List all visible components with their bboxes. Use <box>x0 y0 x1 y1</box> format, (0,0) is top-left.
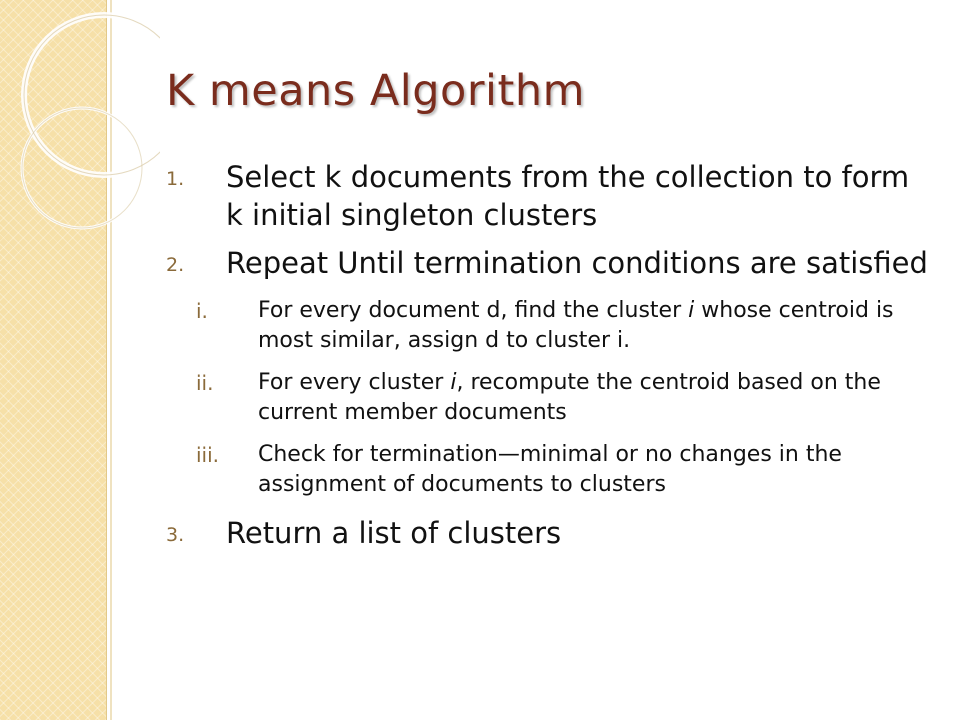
step-3 <box>160 514 930 552</box>
substep-1-text-before: For every document d, find the cluster <box>258 298 689 323</box>
substep-1 <box>160 296 930 356</box>
decorative-circles <box>0 0 160 260</box>
substep-1-text-italic: i <box>688 298 695 323</box>
substep-1-text-after: whose centroid is most similar, assign d to cluster i. <box>258 298 894 353</box>
substep-2-text-italic: i <box>450 370 457 395</box>
substep-1-text <box>258 296 930 356</box>
step-3-marker: 3. <box>166 524 185 546</box>
slide-title: K means Algorithm <box>166 66 585 116</box>
substep-2-text-after: , recompute the centroid based on the current member documents <box>258 370 881 425</box>
step-1 <box>160 158 930 234</box>
substep-3-marker: iii. <box>196 443 220 467</box>
step-2-marker: 2. <box>166 254 185 276</box>
step-1-marker: 1. <box>166 168 185 190</box>
step-2 <box>160 244 930 282</box>
substep-1-marker: i. <box>196 299 208 323</box>
substep-2-text-before: For every cluster <box>258 370 451 395</box>
substep-3-text: Check for termination—minimal or no changes in the assignment of documents to clusters <box>258 442 842 497</box>
substep-2-text <box>258 368 930 428</box>
substep-2-marker: ii. <box>196 371 214 395</box>
step-3-text: Return a list of clusters <box>226 516 562 550</box>
substep-2 <box>160 368 930 428</box>
step-1-text: Select k documents from the collection to form k initial singleton clusters <box>226 160 910 232</box>
substep-3 <box>160 440 930 500</box>
step-2-text: Repeat Until termination conditions are satisfied <box>226 246 928 280</box>
slide-body <box>160 158 930 552</box>
